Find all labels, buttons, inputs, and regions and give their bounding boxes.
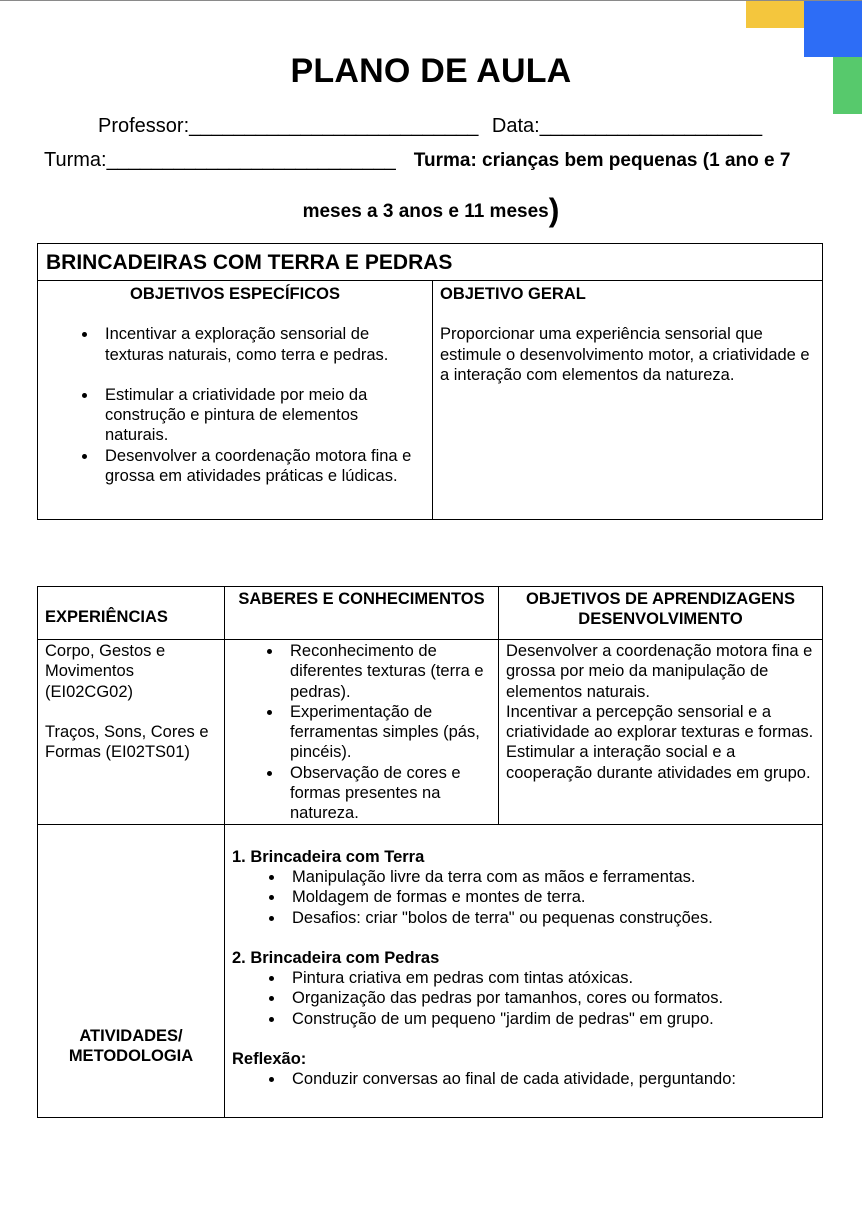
- list-item: • Incentivar a exploração sensorial de texturas naturais, como terra e pedras.: [98, 324, 425, 365]
- objective-paragraph: Incentivar a percepção sensorial e a criatividade ao explorar texturas e formas.: [506, 702, 814, 742]
- turma-description: Turma: crianças bem pequenas (1 ano e 7: [413, 150, 791, 171]
- experience-item: Traços, Sons, Cores e Formas (EI02TS01): [45, 722, 209, 762]
- list-item: • Construção de um pequeno "jardim de pedras" em grupo.: [285, 1009, 815, 1029]
- section-title: 1. Brincadeira com Terra: [232, 847, 425, 866]
- list-item: • Observação de cores e formas presentes na natureza.: [283, 763, 491, 824]
- knowledge-cell: [225, 640, 499, 825]
- specific-objectives-header: OBJETIVOS ESPECÍFICOS: [130, 285, 340, 303]
- list-item: • Manipulação livre da terra com as mãos e ferramentas.: [285, 867, 815, 887]
- objective-paragraph: Desenvolver a coordenação motora fina e grossa por meio da manipulação de elementos naturais.: [506, 642, 813, 701]
- activities-label: ATIVIDADES/ METODOLOGIA: [38, 824, 225, 1117]
- closing-parenthesis: ): [548, 192, 560, 228]
- turma-field: Turma:__________________________: [44, 149, 396, 171]
- experiences-cell: [38, 640, 225, 825]
- earth-activities-list: [232, 867, 815, 928]
- list-item: • Estimular a criatividade por meio da construção e pintura de elementos naturais.: [98, 385, 425, 446]
- blue-decor-block: [804, 1, 862, 57]
- professor-field: Professor:__________________________: [98, 115, 479, 137]
- section-title: 2. Brincadeira com Pedras: [232, 948, 440, 967]
- list-item: • Desafios: criar "bolos de terra" ou pequenas construções.: [285, 908, 815, 928]
- experience-item: Corpo, Gestos e Movimentos (EI02CG02): [45, 642, 166, 701]
- page-title: PLANO DE AULA: [290, 52, 572, 90]
- specific-objectives-list: [45, 324, 425, 486]
- turma-line: [44, 149, 790, 172]
- activity-title: BRINCADEIRAS COM TERRA E PEDRAS: [38, 244, 823, 281]
- learning-objectives-cell: [499, 640, 823, 825]
- list-item: • Conduzir conversas ao final de cada atividade, perguntando:: [285, 1069, 815, 1089]
- stone-activities-list: [232, 968, 815, 1029]
- reflection-list: [232, 1069, 815, 1089]
- section-title: Reflexão:: [232, 1050, 307, 1069]
- specific-objectives-cell: [38, 281, 433, 520]
- turma-description-continued: [0, 192, 862, 229]
- list-item: • Reconhecimento de diferentes texturas (terra e pedras).: [283, 641, 491, 702]
- methodology-cell: [225, 824, 823, 1117]
- turma-description-cont: meses a 3 anos e 11 meses: [302, 201, 549, 222]
- professor-date-line: [98, 115, 762, 138]
- knowledge-header: SABERES E CONHECIMENTOS: [225, 587, 499, 640]
- learning-table: [37, 586, 823, 1118]
- date-field: Data:____________________: [491, 115, 763, 137]
- learning-objectives-header: OBJETIVOS DE APRENDIZAGENS DESENVOLVIMENTO: [499, 587, 823, 640]
- list-item: • Organização das pedras por tamanhos, cores ou formatos.: [285, 988, 815, 1008]
- yellow-decor-block: [746, 1, 804, 28]
- objectives-table: [37, 243, 823, 520]
- general-objective-cell: [433, 281, 823, 520]
- knowledge-list: [232, 641, 491, 824]
- general-objective-text: Proporcionar uma experiência sensorial que estimule o desenvolvimento motor, a criatividade e a interação com elementos da natureza.: [440, 325, 810, 384]
- top-border-line: [0, 0, 862, 1]
- general-objective-header: OBJETIVO GERAL: [440, 285, 586, 303]
- list-item: • Moldagem de formas e montes de terra.: [285, 887, 815, 907]
- experiences-header: EXPERIÊNCIAS: [38, 587, 225, 640]
- objective-paragraph: Estimular a interação social e a cooperação durante atividades em grupo.: [506, 743, 811, 782]
- list-item: • Desenvolver a coordenação motora fina e grossa em atividades práticas e lúdicas.: [98, 446, 425, 487]
- list-item: • Experimentação de ferramentas simples (pás, pincéis).: [283, 702, 491, 763]
- list-item: • Pintura criativa em pedras com tintas atóxicas.: [285, 968, 815, 988]
